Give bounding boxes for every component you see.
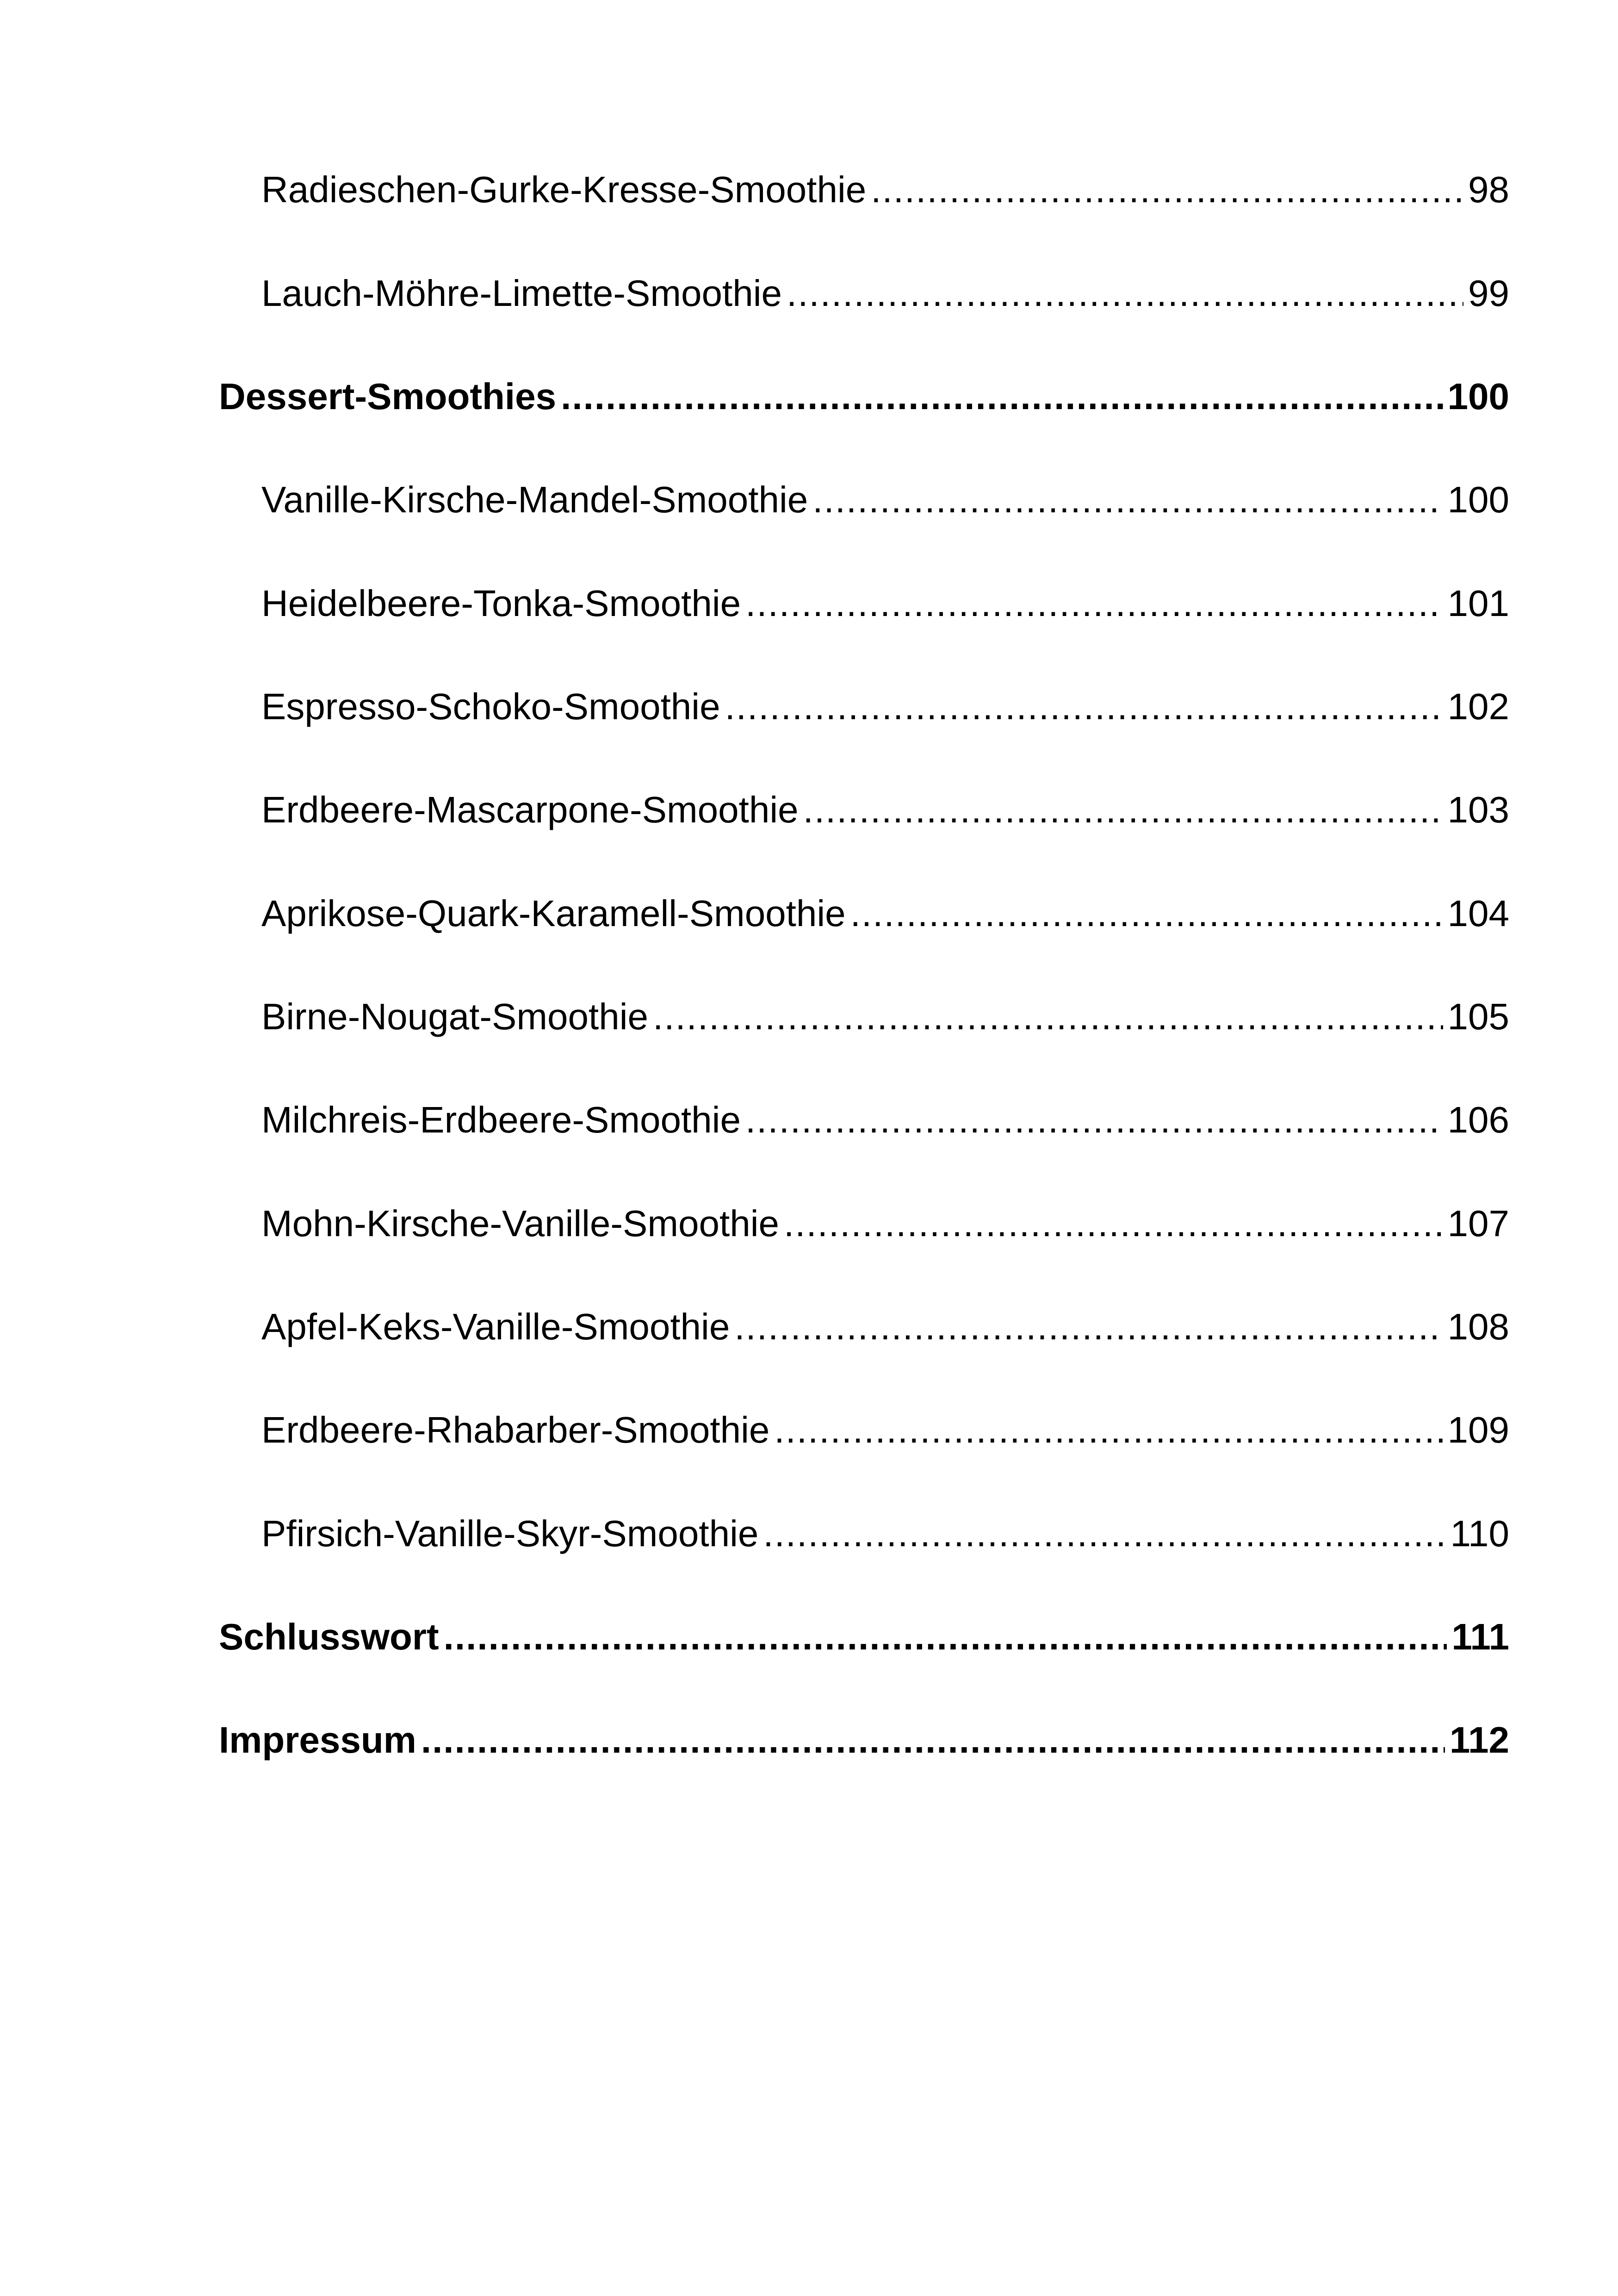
toc-entry[interactable] [261,1402,1509,1458]
toc-entry[interactable] [261,162,1509,218]
toc-entry[interactable] [261,1196,1509,1251]
toc-entry[interactable] [261,782,1509,838]
toc-page-number: 98 [1468,169,1509,210]
toc-dot-leader [803,782,1443,838]
toc-page-number: 107 [1447,1203,1509,1244]
toc-entry[interactable] [261,1299,1509,1355]
toc-page-number: 110 [1450,1513,1509,1554]
toc-entry-title: Erdbeere-Mascarpone-Smoothie [261,789,799,830]
toc-entry-title: Birne-Nougat-Smoothie [261,996,648,1037]
toc-entry[interactable] [261,1506,1509,1562]
toc-dot-leader [850,886,1443,941]
toc-dot-leader [763,1506,1445,1562]
toc-dot-leader [734,1299,1443,1355]
toc-page-number: 111 [1451,1616,1509,1657]
toc-page-number: 105 [1447,996,1509,1037]
toc-entry-title: Aprikose-Quark-Karamell-Smoothie [261,893,846,934]
toc-page-number: 103 [1447,789,1509,830]
toc-entry-title: Lauch-Möhre-Limette-Smoothie [261,273,782,314]
toc-dot-leader [774,1402,1443,1458]
toc-page-number: 99 [1468,273,1509,314]
toc-dot-leader [561,369,1443,424]
toc-entry[interactable] [261,679,1509,734]
toc-entry-title: Pfirsich-Vanille-Skyr-Smoothie [261,1513,759,1554]
toc-section-entry[interactable] [219,1609,1509,1665]
toc-entry-title: Milchreis-Erdbeere-Smoothie [261,1099,741,1140]
toc-entry[interactable] [261,472,1509,528]
toc-dot-leader [444,1609,1447,1665]
toc-section-entry[interactable] [219,1712,1509,1768]
toc-dot-leader [745,1092,1443,1148]
toc-dot-leader [725,679,1443,734]
toc-entry[interactable] [261,1092,1509,1148]
toc-page-number: 102 [1447,686,1509,727]
toc-entry-title: Mohn-Kirsche-Vanille-Smoothie [261,1203,779,1244]
toc-entry[interactable] [261,266,1509,321]
toc-section-title: Dessert-Smoothies [219,376,557,417]
toc-page-number: 109 [1447,1409,1509,1450]
toc-entry-title: Apfel-Keks-Vanille-Smoothie [261,1306,730,1347]
toc-entry[interactable] [261,886,1509,941]
toc-dot-leader [421,1712,1445,1768]
toc-page-number: 101 [1447,583,1509,624]
toc-section-title: Schlusswort [219,1616,439,1657]
toc-dot-leader [745,576,1443,631]
toc-page-number: 100 [1447,479,1509,520]
toc-entry-title: Heidelbeere-Tonka-Smoothie [261,583,741,624]
toc-page-number: 108 [1447,1306,1509,1347]
toc-entry-title: Radieschen-Gurke-Kresse-Smoothie [261,169,867,210]
toc-page-number: 112 [1449,1719,1509,1761]
toc-dot-leader [784,1196,1443,1251]
toc-section-entry[interactable] [219,369,1509,424]
toc-entry-title: Espresso-Schoko-Smoothie [261,686,720,727]
toc-entry[interactable] [261,989,1509,1045]
toc-dot-leader [812,472,1443,528]
toc-page-number: 104 [1447,893,1509,934]
toc-entry[interactable] [261,576,1509,631]
toc-section-title: Impressum [219,1719,416,1761]
toc-page-number: 100 [1447,376,1509,417]
toc-page-number: 106 [1447,1099,1509,1140]
toc-entry-title: Vanille-Kirsche-Mandel-Smoothie [261,479,808,520]
toc-dot-leader [871,162,1463,218]
toc-dot-leader [787,266,1463,321]
toc-dot-leader [653,989,1443,1045]
toc-entry-title: Erdbeere-Rhabarber-Smoothie [261,1409,770,1450]
